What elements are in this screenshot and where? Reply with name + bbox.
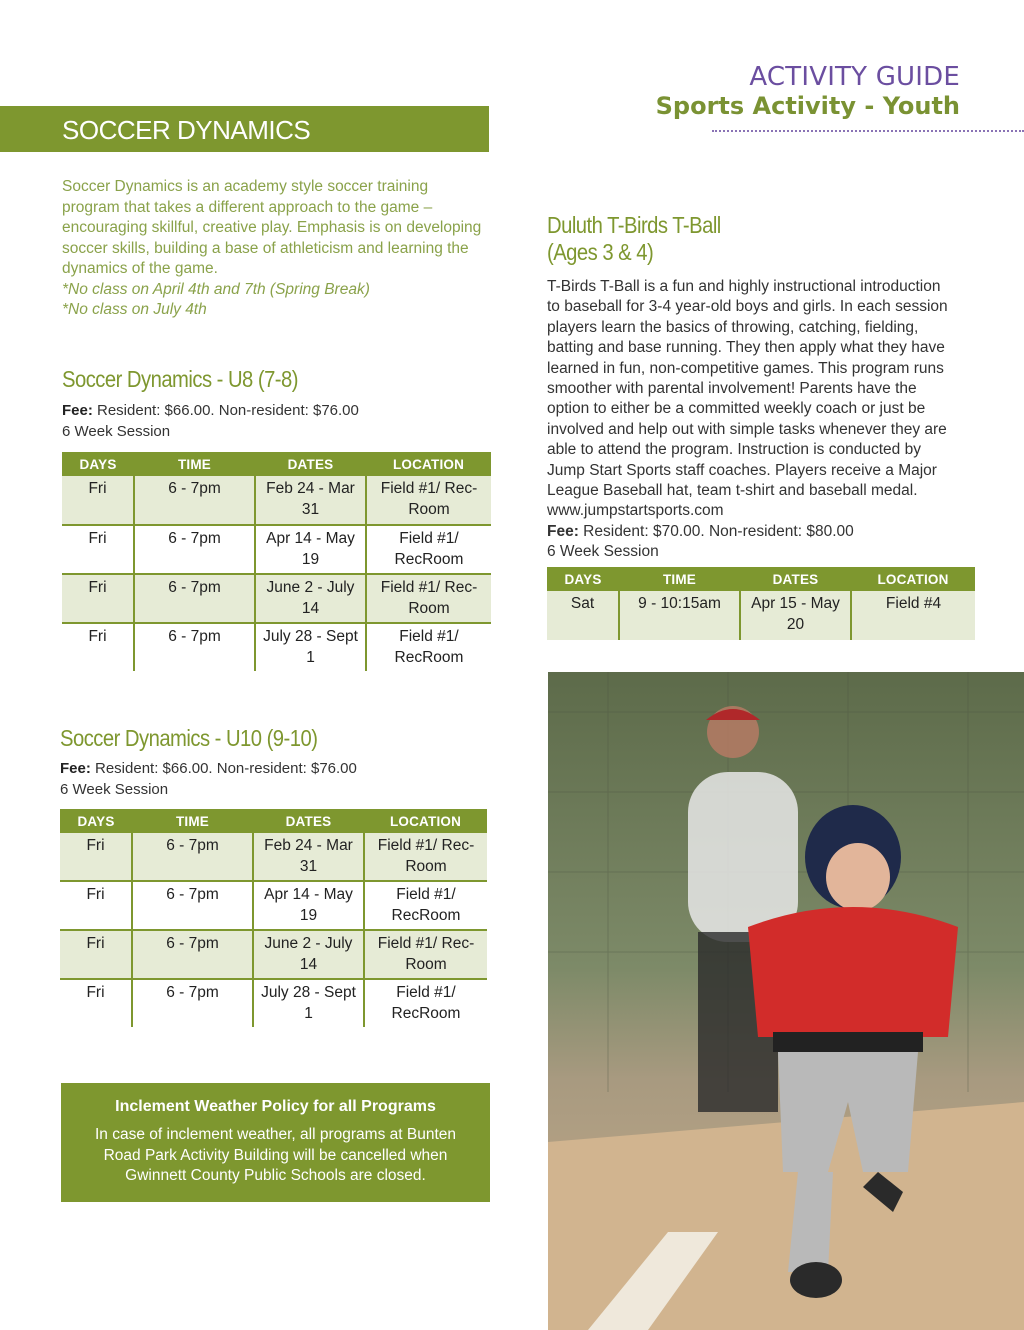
cell-location: Field #1/ RecRoom xyxy=(364,979,487,1027)
tball-title-line2: (Ages 3 & 4) xyxy=(547,239,654,265)
col-header-location: LOCATION xyxy=(364,809,487,833)
cell-days: Fri xyxy=(62,574,134,623)
u8-session: 6 Week Session xyxy=(62,422,171,440)
table-row xyxy=(62,476,491,525)
table-row xyxy=(60,833,487,881)
guide-subtitle: Sports Activity - Youth xyxy=(655,92,960,120)
intro-paragraph xyxy=(62,177,487,321)
banner-title: SOCCER DYNAMICS xyxy=(62,115,311,145)
tball-fee-text: Resident: $70.00. Non-resident: $80.00 xyxy=(578,522,854,540)
col-header-location: LOCATION xyxy=(851,567,975,591)
cell-location: Field #1/ Rec-Room xyxy=(366,476,491,525)
u8-fee-label: Fee: xyxy=(62,402,93,419)
table-row xyxy=(62,525,491,574)
cell-time: 6 - 7pm xyxy=(132,930,253,979)
col-header-dates: DATES xyxy=(740,567,851,591)
header-divider xyxy=(712,130,1024,132)
cell-location: Field #1/ RecRoom xyxy=(366,525,491,574)
cell-dates: July 28 - Sept 1 xyxy=(255,623,366,671)
intro-note-spring-break: *No class on April 4th and 7th (Spring Break) xyxy=(62,280,370,298)
u10-fee-text: Resident: $66.00. Non-resident: $76.00 xyxy=(90,760,357,777)
cell-dates: June 2 - July 14 xyxy=(253,930,364,979)
cell-days: Sat xyxy=(547,591,619,640)
weather-policy-heading: Inclement Weather Policy for all Programs xyxy=(115,1098,436,1115)
col-header-days: DAYS xyxy=(60,809,132,833)
cell-dates: Feb 24 - Mar 31 xyxy=(255,476,366,525)
u10-schedule-table xyxy=(60,809,487,1027)
cell-dates: Apr 15 - May 20 xyxy=(740,591,851,640)
u8-fee-text: Resident: $66.00. Non-resident: $76.00 xyxy=(92,402,359,419)
cell-time: 6 - 7pm xyxy=(132,979,253,1027)
col-header-dates: DATES xyxy=(253,809,364,833)
tball-description xyxy=(547,277,957,563)
cell-dates: Feb 24 - Mar 31 xyxy=(253,833,364,881)
intro-text: Soccer Dynamics is an academy style soccer training program that takes a different approach to the game – encouraging skillful, creative play. Emphasis is on developing soccer skills, building a base of athleticism and learning the dynamics of the game. xyxy=(62,178,482,277)
col-header-days: DAYS xyxy=(62,452,134,476)
col-header-dates: DATES xyxy=(255,452,366,476)
tball-body-text: T-Birds T-Ball is a fun and highly instructional introduction to baseball for 3-4 year-old boys and girls. In each session players learn the basics of throwing, catching, fielding, batting and base running. They then apply what they have learned in fun, non-competitive games. This program runs smoother with parental involvement! Parents have the option to either be a committed weekly coach or just be involved and help out with simple tasks whenever they are able to attend the program. Instruction is conducted by Jump Start Sports staff coaches. Players receive a Major League Baseball hat, team t-shirt and baseball medal. xyxy=(547,278,948,500)
cell-time: 9 - 10:15am xyxy=(619,591,740,640)
u8-schedule-table xyxy=(62,452,491,671)
table-header-row xyxy=(60,809,487,833)
table-header-row xyxy=(547,567,975,591)
weather-policy-text: In case of inclement weather, all programs at Bunten Road Park Activity Building will be cancelled when Gwinnett County Public Schools are closed. xyxy=(94,1126,456,1184)
cell-days: Fri xyxy=(62,525,134,574)
cell-location: Field #1/ Rec-Room xyxy=(364,930,487,979)
u10-fee-label: Fee: xyxy=(60,760,91,777)
cell-days: Fri xyxy=(88,628,107,645)
cell-time: 6 - 7pm xyxy=(134,623,255,671)
table-row xyxy=(62,623,491,671)
table-row xyxy=(62,574,491,623)
table-row xyxy=(60,930,487,979)
cell-dates: July 28 - Sept 1 xyxy=(253,979,364,1027)
cell-days: Fri xyxy=(86,984,105,1001)
cell-location: Field #1/ RecRoom xyxy=(366,623,491,671)
photo-illustration xyxy=(548,672,1024,1330)
cell-time: 6 - 7pm xyxy=(132,833,253,881)
u10-title: Soccer Dynamics - U10 (9-10) xyxy=(60,725,318,751)
cell-time: 6 - 7pm xyxy=(134,574,255,623)
tball-title xyxy=(547,212,829,266)
tball-title-line1: Duluth T-Birds T-Ball xyxy=(547,212,721,238)
cell-location: Field #1/ RecRoom xyxy=(364,881,487,930)
cell-location: Field #1/ Rec-Room xyxy=(366,574,491,623)
tball-fee-label: Fee: xyxy=(547,522,579,540)
cell-dates: Apr 14 - May 19 xyxy=(253,881,364,930)
col-header-days: DAYS xyxy=(547,567,619,591)
tball-player-photo xyxy=(548,672,1024,1330)
section-banner xyxy=(0,106,489,152)
col-header-time: TIME xyxy=(134,452,255,476)
table-header-row xyxy=(62,452,491,476)
cell-dates: June 2 - July 14 xyxy=(255,574,366,623)
guide-title: ACTIVITY GUIDE xyxy=(749,62,960,92)
u10-session: 6 Week Session xyxy=(60,780,169,798)
cell-time: 6 - 7pm xyxy=(134,525,255,574)
tball-schedule-table xyxy=(547,567,975,640)
cell-days: Fri xyxy=(60,930,132,979)
cell-time: 6 - 7pm xyxy=(134,476,255,525)
table-row xyxy=(60,881,487,930)
cell-dates: Apr 14 - May 19 xyxy=(255,525,366,574)
col-header-location: LOCATION xyxy=(366,452,491,476)
u8-title: Soccer Dynamics - U8 (7-8) xyxy=(62,366,298,392)
cell-days: Fri xyxy=(62,476,134,525)
weather-policy-box xyxy=(61,1083,490,1202)
col-header-time: TIME xyxy=(132,809,253,833)
tball-url-link[interactable]: www.jumpstartsports.com xyxy=(547,502,724,520)
cell-time: 6 - 7pm xyxy=(132,881,253,930)
col-header-time: TIME xyxy=(619,567,740,591)
table-row xyxy=(60,979,487,1027)
table-row xyxy=(547,591,975,640)
cell-days: Fri xyxy=(60,833,132,881)
cell-location: Field #1/ Rec-Room xyxy=(364,833,487,881)
cell-days: Fri xyxy=(60,881,132,930)
tball-session: 6 Week Session xyxy=(547,543,659,561)
u10-fee xyxy=(60,759,357,800)
cell-location: Field #4 xyxy=(851,591,975,640)
intro-note-july: *No class on July 4th xyxy=(62,301,207,318)
u8-fee xyxy=(62,401,359,442)
